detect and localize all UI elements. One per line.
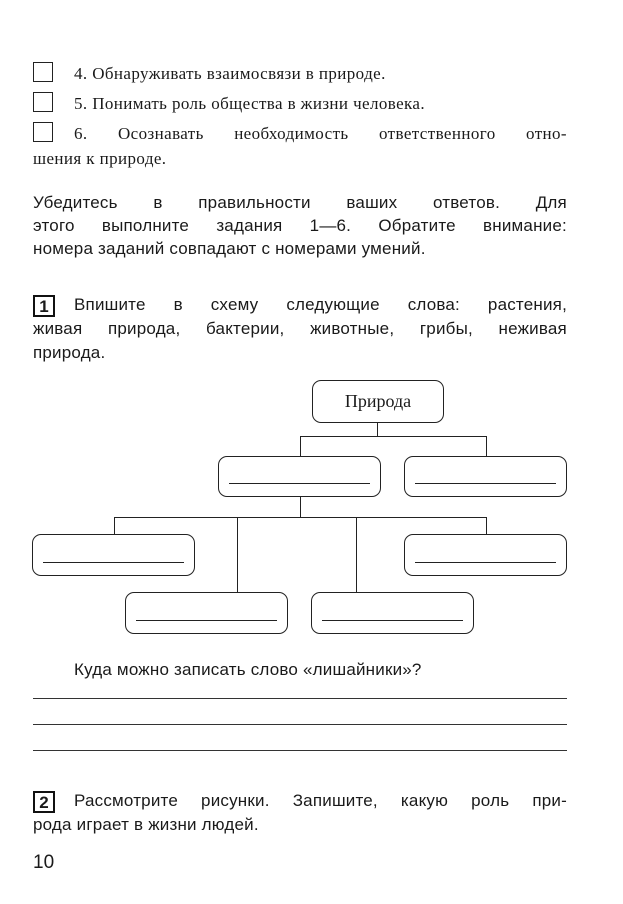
diagram-blank-box[interactable] [404,456,567,497]
skill-4-checkbox[interactable] [33,62,53,82]
connector-to-bottom-left [237,517,238,592]
diagram-blank-box[interactable] [404,534,567,576]
instruction-line-2: этого выполните задания 1—6. Обратите внимание: [33,216,567,235]
task-1-number: 1 [33,295,55,317]
connector-to-far-left [114,517,115,534]
answer-line[interactable] [43,562,184,563]
task-1-line-2: живая природа, бактерии, животные, грибы, неживая [33,319,567,338]
connector-to-right-box [486,436,487,456]
task-2-number: 2 [33,791,55,813]
connector-to-left-box [300,436,301,456]
task-2-line-2: рода играет в жизни людей. [33,815,259,834]
diagram-root-label: Природа [344,391,412,411]
instruction-line-3: номера заданий совпадают с номерами умений. [33,239,426,258]
skill-6-checkbox[interactable] [33,122,53,142]
answer-line[interactable] [136,620,277,621]
diagram-blank-box[interactable] [125,592,288,634]
answer-line[interactable] [322,620,463,621]
answer-line[interactable] [33,698,567,699]
answer-line[interactable] [33,724,567,725]
diagram-blank-box[interactable] [32,534,195,576]
connector-level2-horizontal [114,517,487,518]
connector-root-vertical [377,423,378,437]
task-1-question: Куда можно записать слово «лишайники»? [74,660,422,679]
connector-level1-horizontal [300,436,487,437]
task-2-line-1: Рассмотрите рисунки. Запишите, какую роль при- [74,791,567,810]
instruction-line-1: Убедитесь в правильности ваших ответов. Для [33,193,567,212]
answer-line[interactable] [33,750,567,751]
skill-6-label-line1: 6. Осознавать необходимость ответственного отно- [74,124,567,143]
task-1-line-1: Впишите в схему следующие слова: растения, [74,295,567,314]
connector-to-far-right [486,517,487,534]
skill-5-checkbox[interactable] [33,92,53,112]
answer-line[interactable] [415,562,556,563]
diagram-blank-box[interactable] [218,456,381,497]
diagram-blank-box[interactable] [311,592,474,634]
skill-5-label: 5. Понимать роль общества в жизни человека. [74,94,426,113]
answer-line[interactable] [415,483,556,484]
page-number: 10 [33,852,55,873]
skill-6-label-line2: шения к природе. [33,149,167,168]
answer-line[interactable] [229,483,370,484]
skill-4-label: 4. Обнаруживать взаимосвязи в природе. [74,64,386,83]
connector-left-box-down [300,497,301,518]
connector-to-bottom-right [356,517,357,592]
diagram-root-node [312,380,444,423]
task-1-line-3: природа. [33,343,106,362]
